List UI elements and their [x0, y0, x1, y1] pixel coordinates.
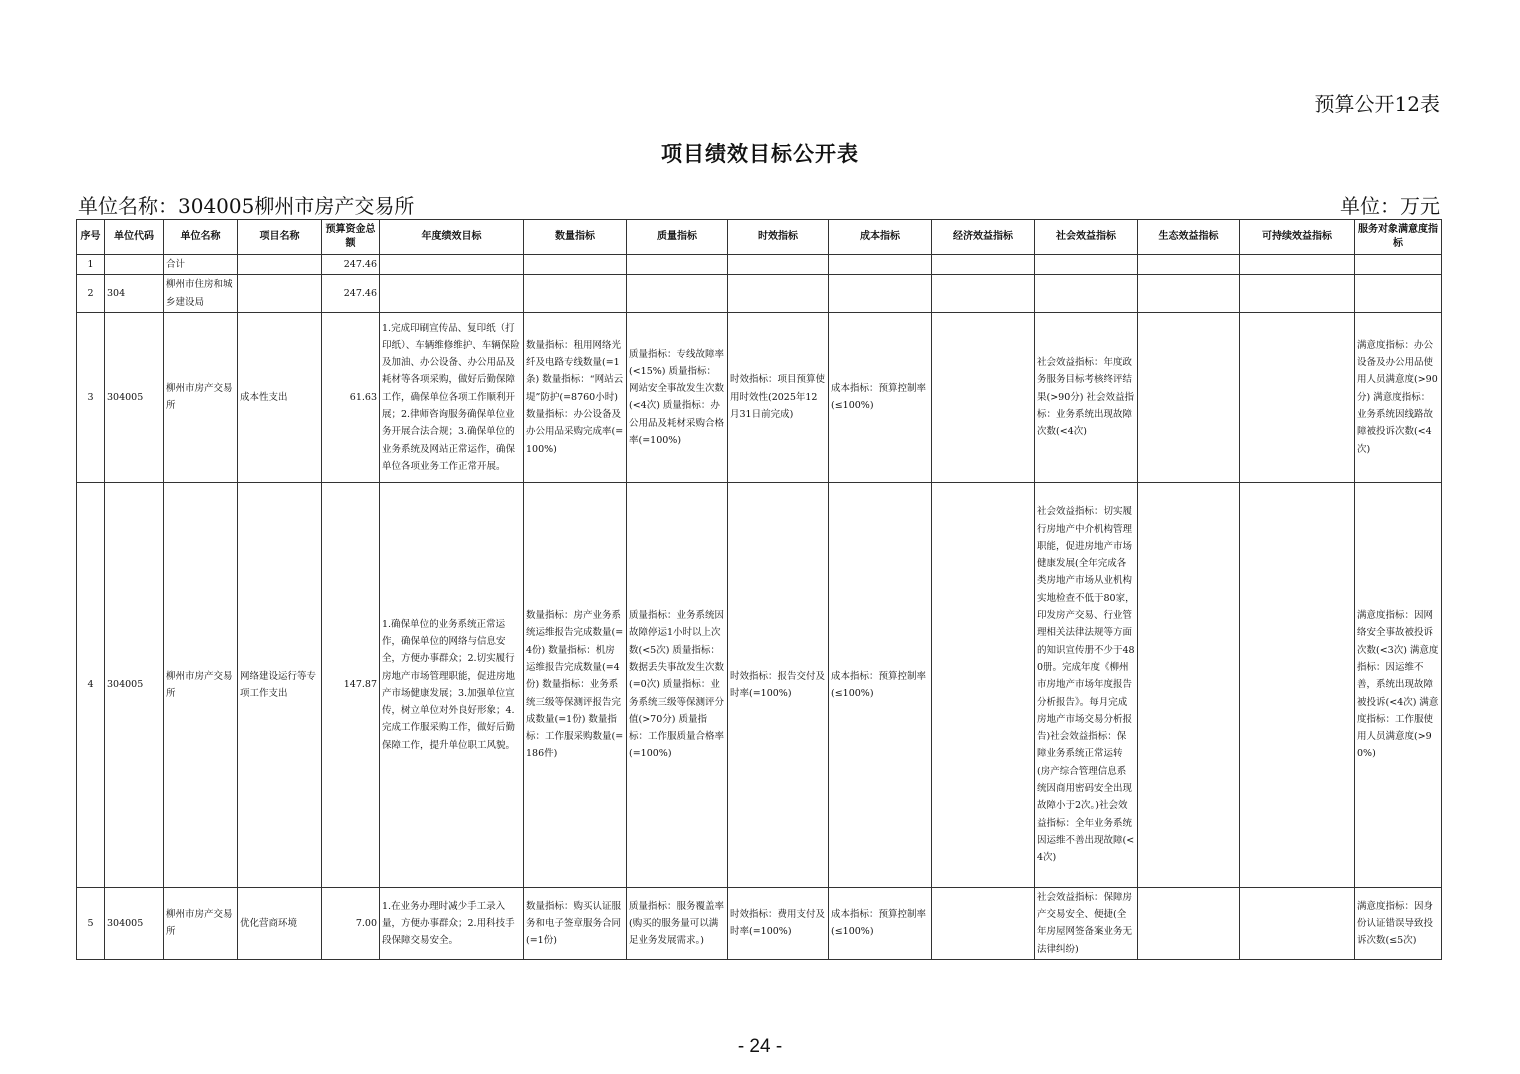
cell-quality [627, 275, 728, 313]
cell-satisfaction: 满意度指标：因身份认证错误导致投诉次数(≤5次) [1355, 887, 1442, 959]
cell-timeliness: 时效指标：项目预算使用时效性(2025年12月31日前完成) [728, 312, 829, 482]
cell-code: 304005 [105, 887, 164, 959]
cell-quality: 质量指标：服务覆盖率(购买的服务量可以满足业务发展需求。) [627, 887, 728, 959]
performance-table [76, 219, 1442, 960]
cell-cost: 成本指标：预算控制率(≤100%) [829, 312, 932, 482]
cell-project: 成本性支出 [238, 312, 322, 482]
cell-sustainable [1240, 482, 1355, 887]
cell-economic [932, 255, 1035, 275]
table-header-row [77, 220, 1442, 255]
col-header: 年度绩效目标 [380, 220, 524, 255]
cell-no: 4 [77, 482, 105, 887]
cell-social: 社会效益指标：保障房产交易安全、便捷(全年房屋网签备案业务无法律纠纷) [1035, 887, 1138, 959]
cell-ecological [1138, 482, 1240, 887]
table-number: 预算公开12表 [1314, 92, 1440, 116]
cell-cost: 成本指标：预算控制率(≤100%) [829, 887, 932, 959]
cell-social: 社会效益指标：切实履行房地产中介机构管理职能，促进房地产市场健康发展(全年完成各类房地产市场从业机构实地检查不低于80家，印发房产交易、行业管理相关法律法规等方面的知识宣传册不少于480册。完成年度《柳州市房地产市场年度报告分析报告》。每月完成房地产市场交易分析报告)社会效益指标：保障业务系统正常运转(房产综合管理信息系统因商用密码安全出现故障小于2次。)社会效益指标：全年业务系统因运维不善出现故障(<4次) [1035, 482, 1138, 887]
cell-ecological [1138, 887, 1240, 959]
cell-ecological [1138, 255, 1240, 275]
cell-budget: 61.63 [322, 312, 380, 482]
cell-economic [932, 887, 1035, 959]
unit-name: 单位名称：304005柳州市房产交易所 [78, 194, 415, 218]
cell-quantity: 数量指标：购买认证服务和电子签章服务合同(=1份) [524, 887, 627, 959]
cell-quantity [524, 275, 627, 313]
cell-goal [380, 275, 524, 313]
col-header: 生态效益指标 [1138, 220, 1240, 255]
cell-satisfaction: 满意度指标：因网络安全事故被投诉次数(<3次) 满意度指标：因运维不善，系统出现故障被投诉(<4次) 满意度指标：工作服使用人员满意度(>90%) [1355, 482, 1442, 887]
cell-timeliness [728, 255, 829, 275]
cell-no: 1 [77, 255, 105, 275]
table-row [77, 312, 1442, 482]
cell-social [1035, 255, 1138, 275]
cell-no: 5 [77, 887, 105, 959]
cell-goal [380, 255, 524, 275]
col-header: 可持续效益指标 [1240, 220, 1355, 255]
cell-project: 网络建设运行等专项工作支出 [238, 482, 322, 887]
cell-ecological [1138, 312, 1240, 482]
col-header: 成本指标 [829, 220, 932, 255]
table-row [77, 255, 1442, 275]
cell-sustainable [1240, 255, 1355, 275]
cell-goal: 1.完成印刷宣传品、复印纸（打印纸）、车辆维修维护、车辆保险及加油、办公设备、办公用品及耗材等各项采购，做好后勤保障工作，确保单位各项工作顺利开展；2.律师咨询服务确保单位业务开展合法合规；3.确保单位的业务系统及网站正常运作，确保单位各项业务工作正常开展。 [380, 312, 524, 482]
cell-budget: 247.46 [322, 275, 380, 313]
cell-code [105, 255, 164, 275]
cell-ecological [1138, 275, 1240, 313]
col-header: 经济效益指标 [932, 220, 1035, 255]
cell-quality: 质量指标：业务系统因故障停运1小时以上次数(<5次) 质量指标：数据丢失事故发生次数(=0次) 质量指标：业务系统三级等保测评分值(>70分) 质量指标：工作服质量合格率(=100%) [627, 482, 728, 887]
col-header: 单位代码 [105, 220, 164, 255]
cell-economic [932, 312, 1035, 482]
cell-cost [829, 255, 932, 275]
cell-satisfaction [1355, 275, 1442, 313]
cell-code: 304005 [105, 482, 164, 887]
cell-code: 304 [105, 275, 164, 313]
cell-timeliness: 时效指标：费用支付及时率(=100%) [728, 887, 829, 959]
cell-economic [932, 275, 1035, 313]
cell-quality: 质量指标：专线故障率(<15%) 质量指标：网站安全事故发生次数(<4次) 质量指标：办公用品及耗材采购合格率(=100%) [627, 312, 728, 482]
cell-quantity: 数量指标：租用网络光纤及电路专线数量(=1条) 数量指标：“网站云堤”防护(=8760小时) 数量指标：办公设备及办公用品采购完成率(=100%) [524, 312, 627, 482]
unit-info-row [78, 190, 1440, 218]
cell-satisfaction [1355, 255, 1442, 275]
cell-budget: 147.87 [322, 482, 380, 887]
cell-social [1035, 275, 1138, 313]
cell-budget: 7.00 [322, 887, 380, 959]
cell-code: 304005 [105, 312, 164, 482]
cell-project: 优化营商环境 [238, 887, 322, 959]
cell-no: 2 [77, 275, 105, 313]
cell-cost: 成本指标：预算控制率(≤100%) [829, 482, 932, 887]
col-header: 单位名称 [164, 220, 238, 255]
cell-satisfaction: 满意度指标：办公设备及办公用品使用人员满意度(>90分) 满意度指标：业务系统因线路故障被投诉次数(<4次) [1355, 312, 1442, 482]
cell-sustainable [1240, 312, 1355, 482]
cell-no: 3 [77, 312, 105, 482]
cell-project [238, 255, 322, 275]
cell-unit: 合计 [164, 255, 238, 275]
table-row [77, 482, 1442, 887]
cell-sustainable [1240, 275, 1355, 313]
cell-timeliness [728, 275, 829, 313]
document-title: 项目绩效目标公开表 [661, 141, 859, 166]
cell-unit: 柳州市房产交易所 [164, 312, 238, 482]
cell-social: 社会效益指标：年度政务服务目标考核终评结果(>90分) 社会效益指标：业务系统出现故障次数(<4次) [1035, 312, 1138, 482]
table-row [77, 275, 1442, 313]
cell-sustainable [1240, 887, 1355, 959]
col-header: 时效指标 [728, 220, 829, 255]
cell-budget: 247.46 [322, 255, 380, 275]
col-header: 质量指标 [627, 220, 728, 255]
table-row [77, 887, 1442, 959]
col-header: 预算资金总额 [322, 220, 380, 255]
cell-quality [627, 255, 728, 275]
col-header: 服务对象满意度指标 [1355, 220, 1442, 255]
currency-unit: 单位：万元 [1340, 194, 1440, 218]
col-header: 数量指标 [524, 220, 627, 255]
cell-unit: 柳州市住房和城乡建设局 [164, 275, 238, 313]
cell-goal: 1.在业务办理时减少手工录入量，方便办事群众；2.用科技手段保障交易安全。 [380, 887, 524, 959]
cell-quantity: 数量指标：房产业务系统运维报告完成数量(=4份) 数量指标：机房运维报告完成数量(=4份) 数量指标：业务系统三级等保测评报告完成数量(=1份) 数量指标：工作服采购数量(=186件) [524, 482, 627, 887]
cell-project [238, 275, 322, 313]
col-header: 序号 [77, 220, 105, 255]
cell-goal: 1.确保单位的业务系统正常运作，确保单位的网络与信息安全，方便办事群众；2.切实履行房地产市场管理职能，促进房地产市场健康发展；3.加强单位宣传，树立单位对外良好形象；4.完成工作服采购工作，做好后勤保障工作，提升单位职工风貌。 [380, 482, 524, 887]
page-number: - 24 - [737, 1036, 783, 1057]
cell-unit: 柳州市房产交易所 [164, 887, 238, 959]
col-header: 项目名称 [238, 220, 322, 255]
cell-cost [829, 275, 932, 313]
cell-unit: 柳州市房产交易所 [164, 482, 238, 887]
cell-economic [932, 482, 1035, 887]
cell-timeliness: 时效指标：报告交付及时率(=100%) [728, 482, 829, 887]
cell-quantity [524, 255, 627, 275]
col-header: 社会效益指标 [1035, 220, 1138, 255]
